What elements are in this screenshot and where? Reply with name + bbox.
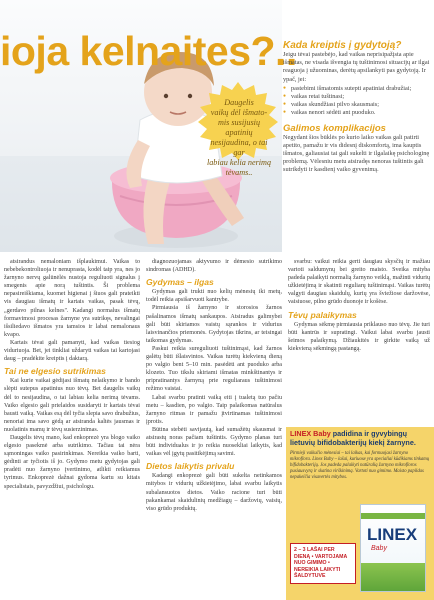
paragraph: Kai kurie vaikai gėdijasi išmatų nelaikymo ir bando slėpti sutepus apatinius nuo tėvų. Bet daugelis vaikų dėl to nesijaudina, o tai labiau kelia nerimą tėvams. Vaiko elgesio gali prielaidos susidaryti ir kartais tėvai bausti vaiką. Vaikas esą dėl tyčia slepia savo drabužius, nenoriai ima savo gėdą ar atsiranda kaltės jausmas ir nuolatinis mamų ir tėvų susierzinimas. (4, 378, 140, 433)
paragraph: svarbu: vaikui reikia gerti daugiau skysčių ir mažiau vartoti saldumynų bei greito maisto. Sveika mityba padeda palaikyti normalią žarnyno veiklą, mažinti vidurių užkietėjimą ir skatinti reguliarų tuštinimąsi. Vaikas turėtų valgyti daugiau skaidulų, kurių yra šviežiose daržovėse, vaisiuose, pilno grūdo duonoje ir košėse. (288, 259, 430, 306)
sidebar-intro: Jeigu tėvai pastebėjo, kad vaikas neprisipažįsta apie išmatas, ne visada išvengia tų tuštinimosi situacijų ar ilgai reaguoja į užuominas, derėtų apsilankyti pas gydytoją. Ir ypač, jei: (283, 51, 430, 83)
paragraph: Paskui reikia sureguliuoti tuštinimąsi, kad žarnos galėtų būti išlaisvintos. Vaikas turėtų kiekvieną dieną po valgio bent 5–10 min. pasėdėti ant puoduko arba klozeto. Tuo tikslu skiriami išmatas minkštinantys ir pripratinantys žarnyną prie reguliaraus tuštinimosi režimo vaistai. (146, 345, 282, 393)
sidebar-box (283, 40, 434, 175)
package-bottom-band (361, 563, 425, 591)
package-stripe (361, 513, 425, 519)
paragraph: Daugelis tėvų mano, kad enkoprezė yra blogo vaiko elgesio pasekmė arba sutrikimo. Tačiau tai nėra sąmoningas vaiko pasirinkimas. Nereikia vaiko barti, gėdinti ar tyčiotis iš jo. Gydymo metu gydytojas gali pradėti nuo žarnyno įvertinimo, atlikti reikiamus tyrimus. Enkoprezė dažnai gydoma kartu su kitais specialistais, pavyzdžiui, psichologu. (4, 434, 140, 490)
callout-line: labiau kelia nerimą (206, 158, 272, 167)
ad-headline (290, 430, 430, 447)
sidebar-complications-text: Negydant šios būklės po kurio laiko vaikas gali patirti apetito, pamažu ir vis didesnį diskomfortą, ima kauptis išmatos, galiausiai tai gali sukelti ir ilgalaikę psichologinę problemą. Vėlesniu metu atsiradęs nenoras tuštintis gali sutrikdyti ir kasdienį vaiko gyvenimą. (283, 133, 430, 174)
sidebar-list (283, 85, 434, 118)
ad-headline-text: padidina ir gyvybingų lietuvių bifidobakterijų kiekį žarnyne. (290, 429, 416, 447)
list-item: ● pastebimi išmatomis sutepti apatiniai drabužiai; (283, 85, 434, 93)
sidebar-heading-complications: Galimos komplikacijos (283, 122, 386, 134)
callout-line: tėvams.. (225, 168, 253, 177)
section-heading: Dietos laikytis privalu (146, 461, 235, 472)
paragraph: diagnozuojamas aktyvumo ir dėmesio sutrikimo sindromas (ADHD). (146, 259, 282, 274)
callout-line: Daugelis (224, 98, 254, 107)
article-column-3 (288, 258, 430, 353)
paragraph: Gydymas gali trukti nuo kelių mėnesių iki metų, todėl reikia apsišarvuoti kantrybe. (146, 289, 282, 304)
paragraph: Labai svarbu pratinti vaiką eiti į tualetą tuo pačiu metu – kasdien, po valgio. Taip palaikomas natūralus žarnyno ritmas ir pamažu įtvirtinamas tuštinimosi įprotis. (146, 394, 282, 425)
ad-brand: LINEX Baby (290, 429, 331, 438)
paragraph: Pirmiausia iš žarnyno ir storosios žarnos pašalinamos išmatų sankaupos. Atsiradus galimybei gali būti skiriamos vaistų sąrankos ir vidurius laisvinančios priemonės. Gydytojas tikrins, ar teisingai taikomas gydymas. (146, 305, 282, 344)
quote-callout (196, 80, 280, 177)
callout-line: mis susijusių apatinių (217, 118, 261, 137)
package-logo: LINEX (367, 525, 418, 544)
list-item: ● vaikas nenori sėdėti ant puoduko. (283, 109, 434, 117)
paragraph: Kadangi enkoprezė gali būti sukelta netinkamos mitybos ir vidurių užkietėjimo, labai svarbu laikytis subalansuotos dietos. Vaiko racione turi būti pakankamai skaidulinių medžiagų – daržovių, vaisių, viso grūdo produktų. (146, 473, 282, 512)
article-column-2 (146, 258, 282, 513)
callout-line: vaikų dėl išmato- (210, 108, 268, 117)
paragraph: Kartais tėvai gali pamanyti, kad vaikas tiesiog viduriuoja. Bet, jei tinkliai uždaryti vaikas tai kartojasi daug – pradėkite kreiptis į daktarą. (4, 339, 140, 363)
article-column-1 (4, 258, 140, 491)
paragraph: atsirandus nemaloniam išplaukimui. Vaikas to nebebekontroliuoja ir nenuprasta, kodėl taip yra, nes jo žarnyno nervų galūnėlės nustoja reguliuoti signalus į smegenis apie norą tuštintis. Ši problema nepasireiškiama, kuomet higienai į šiuos gali prateikti vis daugiau išmatų ir kartais vaikas, pasak tėvų, „gerdavo pilnas kelnes". Kadangi normalus išmatų formavimosi procesas žarnyne yra sutrikęs, nevalingai išsiliedavo išmatos yra tamsios ir labai nemalonaus kvapo. (4, 259, 140, 338)
paragraph: Gydymas sėkmę pirmiausia priklauso nuo tėvų. Jie turi būti kantrūs ir supratingi. Vaikui labai svarbu jausti šeimos palaikymą. Džiaukitės ir girkite vaiką už kiekvieną sėkmingą pastangą. (288, 321, 430, 352)
list-item: ● vaikas retai tuštinasi; (283, 93, 434, 101)
page-headline: ioja kelnaites?.. (0, 28, 297, 74)
sidebar-title: Kada kreiptis į gydytoją? (283, 40, 402, 51)
product-package (360, 504, 426, 592)
dosage-badge: 2 – 3 LAŠAI PER DIENĄ • VARTOJAMA NUO GIMIMO • NEREIKIA LAIKYTI ŠALDYTUVE (290, 543, 356, 584)
list-item: ● vaikas skundžiasi pilvo skausmais; (283, 101, 434, 109)
callout-line: nesijaudina, o tai gar (210, 138, 268, 157)
ad-body: Pirmieji vaikučio mėnesiai – tai laikas, kai formuojasi žarnyno mikroflora. Linex Baby – lašai, kuriuose yra specialiai kūdikiams tinkamų bifidobakterijų. Jos padeda palaikyti natūralią žarnyno mikrofloros pusiausvyrą ir skatina virškinimą. Vartoti nuo gimimo. Maisto papildas nepakeičia visavertės mitybos. (290, 451, 429, 480)
section-heading: Tai ne elgesio sutrikimas (4, 366, 106, 377)
section-heading: Gydymas – ilgas (146, 277, 214, 288)
callout-text (204, 98, 274, 178)
paragraph: Būtina stebėti savijautą, kad sumažėtų skausmai ir atsirastų noras pačiam tuštintis. Gydymo planas turi būti individualus ir jo reikia nuosekliai laikytis, kad vaikas vėl įgytų pasitikėjimą savimi. (146, 426, 282, 458)
section-heading: Tėvų palaikymas (288, 309, 357, 320)
linex-advertisement (286, 427, 434, 600)
package-subtitle: Baby (371, 545, 387, 552)
